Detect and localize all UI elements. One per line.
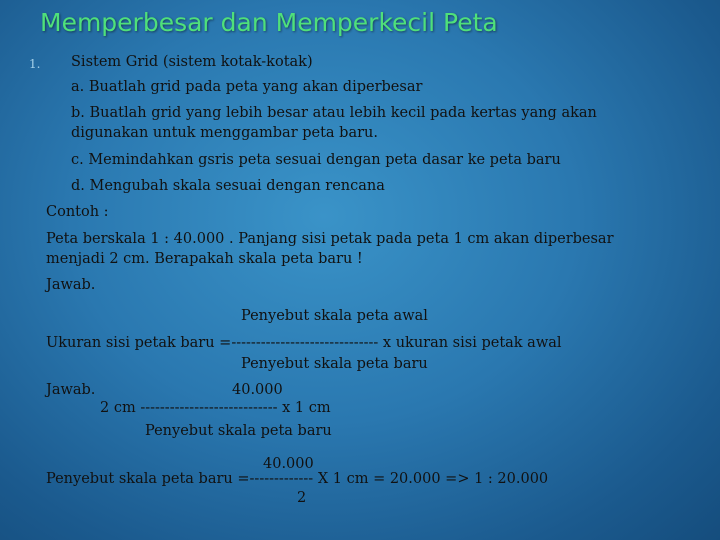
example-label: Contoh : <box>46 204 109 220</box>
formula1-main: Ukuran sisi petak baru =------------------------------ x ukuran sisi petak awal <box>46 335 562 351</box>
list-item-heading: Sistem Grid (sistem kotak-kotak) <box>71 54 313 70</box>
formula3-numerator: 40.000 <box>263 456 314 472</box>
step-c: c. Memindahkan gsris peta sesuai dengan peta dasar ke peta baru <box>71 152 561 168</box>
formula2-numerator: 40.000 <box>232 382 283 398</box>
formula3-denominator: 2 <box>297 490 307 506</box>
formula3-main: Penyebut skala peta baru =------------- X 1 cm = 20.000 => 1 : 20.000 <box>46 471 549 487</box>
step-a: a. Buatlah grid pada peta yang akan diperbesar <box>71 79 423 95</box>
answer-label: Jawab. <box>46 277 96 293</box>
step-b: b. Buatlah grid yang lebih besar atau lebih kecil pada kertas yang akan <box>71 105 597 121</box>
step-b-continued: digunakan untuk menggambar peta baru. <box>71 125 378 141</box>
formula1-numerator: Penyebut skala peta awal <box>241 308 428 324</box>
formula2-denominator: Penyebut skala peta baru <box>145 423 332 439</box>
example-text: Peta berskala 1 : 40.000 . Panjang sisi petak pada peta 1 cm akan diperbesar <box>46 231 614 247</box>
formula1-denominator: Penyebut skala peta baru <box>241 356 428 372</box>
answer-label-2: Jawab. <box>46 382 96 398</box>
step-d: d. Mengubah skala sesuai dengan rencana <box>71 178 385 194</box>
formula2-main: 2 cm ---------------------------- x 1 cm <box>100 400 331 416</box>
slide-title: Memperbesar dan Memperkecil Peta <box>40 8 498 37</box>
list-number: 1. <box>29 57 41 71</box>
example-question: menjadi 2 cm. Berapakah skala peta baru ! <box>46 251 363 267</box>
